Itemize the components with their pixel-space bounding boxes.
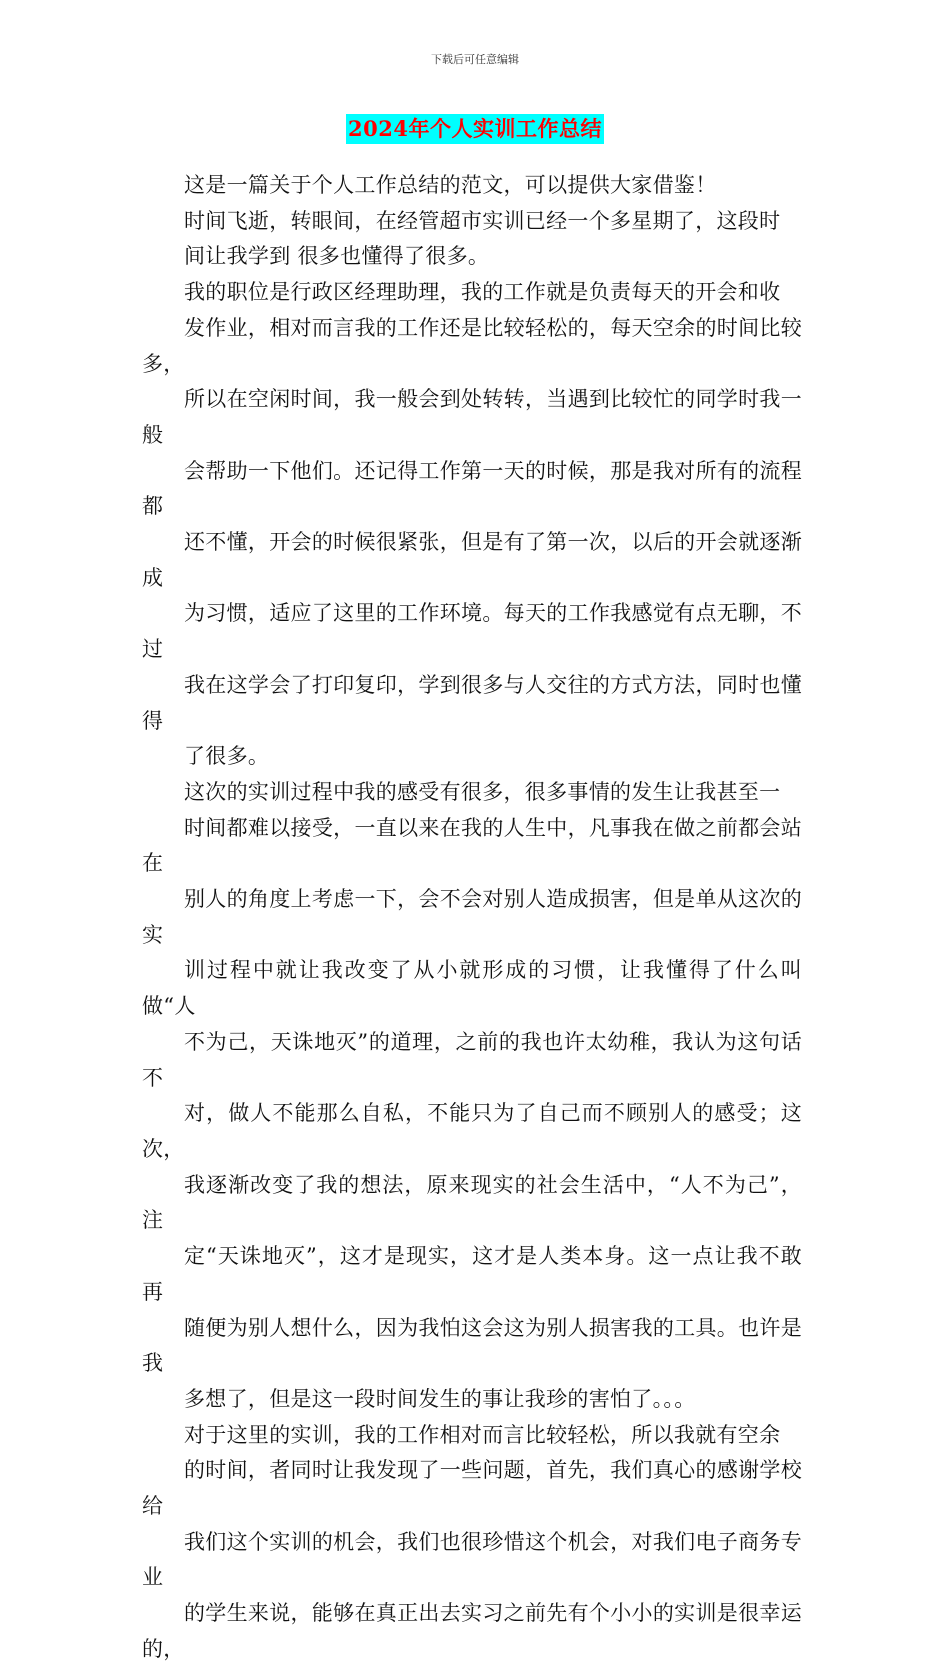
paragraph-line: 间让我学到 很多也懂得了很多。 [184, 244, 490, 269]
paragraph-line: 会帮助一下他们。还记得工作第一天的时候，那是我对所有的流程都 [142, 458, 802, 519]
paragraph-line: 不为己，天诛地灭”的道理，之前的我也许太幼稚，我认为这句话不 [142, 1029, 802, 1090]
paragraph-line: 还不懂，开会的时候很紧张，但是有了第一次，以后的开会就逐渐成 [142, 530, 802, 590]
paragraph-line: 时间都难以接受，一直以来在我的人生中，凡事我在做之前都会站在 [142, 815, 802, 876]
paragraph-line: 这是一篇关于个人工作总结的范文，可以提供大家借鉴！ [184, 173, 717, 197]
paragraph-line: 我在这学会了打印复印，学到很多与人交往的方式方法，同时也懂得 [142, 672, 802, 733]
paragraph [142, 168, 802, 204]
paragraph-line: 定“天诛地灭”，这才是现实，这才是人类本身。这一点让我不敢再 [142, 1244, 802, 1304]
paragraph-line: 所以在空闲时间，我一般会到处转转，当遇到比较忙的同学时我一般 [142, 387, 802, 447]
paragraph-line: 对，做人不能那么自私，不能只为了自己而不顾别人的感受；这次， [142, 1101, 802, 1161]
paragraph-line: 了很多。 [184, 744, 270, 769]
paragraph-line: 的时间，者同时让我发现了一些问题，首先，我们真心的感谢学校给 [142, 1458, 802, 1519]
paragraph-line: 随便为别人想什么，因为我怕这会这为别人损害我的工具。也许是我 [142, 1315, 802, 1376]
paragraph-line: 训过程中就让我改变了从小就形成的习惯，让我懂得了什么叫做“人 [142, 958, 802, 1019]
paragraph-line: 我的职位是行政区经理助理，我的工作就是负责每天的开会和收 [184, 280, 781, 305]
paragraph [142, 1418, 802, 1668]
paragraph-line: 别人的角度上考虑一下，会不会对别人造成损害，但是单从这次的实 [142, 887, 802, 947]
paragraph [142, 775, 802, 1418]
paragraph-line: 多想了，但是这一段时间发生的事让我珍的害怕了。。。 [184, 1386, 696, 1411]
paragraph-line: 我逐渐改变了我的想法，原来现实的社会生活中，“人不为己”，注 [142, 1172, 802, 1233]
paragraph-line: 这次的实训过程中我的感受有很多，很多事情的发生让我甚至一 [184, 779, 781, 804]
title-wrap [0, 114, 950, 144]
paragraph-line: 我们这个实训的机会，我们也很珍惜这个机会，对我们电子商务专业 [142, 1529, 802, 1590]
paragraph [142, 204, 802, 275]
paragraph-line: 的学生来说，能够在真正出去实习之前先有个小小的实训是很幸运的， [142, 1601, 802, 1661]
paragraph-line: 对于这里的实训，我的工作相对而言比较轻松，所以我就有空余 [184, 1422, 781, 1447]
paragraph-line: 时间飞逝，转眼间，在经管超市实训已经一个多星期了，这段时 [184, 208, 781, 233]
paragraph-line: 发作业，相对而言我的工作还是比较轻松的，每天空余的时间比较多， [142, 315, 802, 376]
document-title: 2024年个人实训工作总结 [346, 114, 604, 144]
paragraph-line: 为习惯，适应了这里的工作环境。每天的工作我感觉有点无聊，不过 [142, 601, 802, 662]
paragraph [142, 275, 802, 775]
header-text: 下载后可任意编辑 [431, 53, 519, 66]
page-header [0, 53, 950, 67]
document-body [142, 168, 802, 1668]
